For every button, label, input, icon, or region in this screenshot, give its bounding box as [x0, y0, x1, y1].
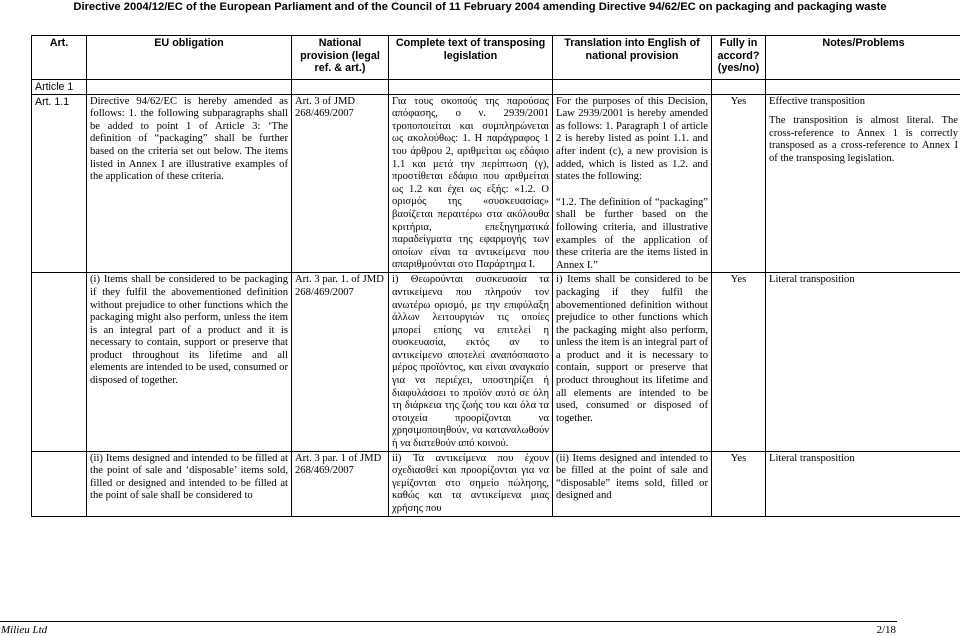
national-provision-cell: Art. 3 par. 1. of JMD 268/469/2007 [292, 273, 389, 451]
footer-divider [0, 621, 897, 622]
greek-text-cell: Για τους σκοπούς της παρούσας απόφασης, ο ν. 2939/2001 τροποποιείται και συμπληρώνεται ως ακολούθως: 1. Η παράγραφος 1 του άρθρου 2, αριθμείται ως εδάφιο 1.1 και μετά την περίπτωση (γ), προστίθεται εδάφιο που αριθμείται ως 1.2 και έχει ως εξής: «1.2. Ο ορισμός της «συσκευασίας» βασίζεται περαιτέρω στα ακόλουθα κριτήρια, επεξηγηματικά παραδείγματα της εφαρμογής των οποίων είναι τα αντικείμενα που απαριθμούνται στο Παράρτημα Ι. [389, 94, 553, 273]
accord-cell: Yes [712, 94, 766, 273]
notes-part-b: The transposition is almost literal. The cross-reference to Annex 1 is correctly transposed as a cross-reference to Annex I of the transposing legislation. [769, 115, 958, 164]
header-eu-obligation: EU obligation [87, 36, 292, 80]
table-row [32, 94, 960, 273]
eu-obligation-cell: Directive 94/62/EC is hereby amended as follows: 1. the following subparagraphs shall be added to point 1 of Article 3: ‘The definition of “packaging” shall be further based on the criteria set out below. The items listed in Annex I are illustrative examples of the application of these criteria. [87, 94, 292, 273]
eu-obligation-cell: (i) Items shall be considered to be packaging if they fulfil the abovementioned definition without prejudice to other functions which the packaging might also perform, unless the item is an integral part of a product and it is necessary to contain, support or preserve that product throughout its lifetime and all elements are intended to be used, consumed or disposed of together. [87, 273, 292, 451]
table-row [32, 451, 960, 516]
article-label: Article 1 [32, 80, 87, 95]
transposition-table [31, 35, 960, 517]
accord-cell: Yes [712, 273, 766, 451]
translation-cell [553, 94, 712, 273]
greek-text-cell: i) Θεωρούνται συσκευασία τα αντικείμενα που πληρούν τον ανωτέρω ορισμό, με την επιφύλαξη άλλων λειτουργιών τις οποίες μπορεί επίσης να επιτελεί η συσκευασία, εκτός αν το αντικείμενο αποτελεί αναπόσπαστο μέρος προϊόντος, και είναι αναγκαίο για να περιέχει, υποστηρίζει ή διαφυλάσσει το προϊόν αυτό σε όλη τη διάρκεια της ζωής του και όλα τα στοιχεία προορίζονται να χρησιμοποιηθούν, να καταναλωθούν ή να διατεθούν από κοινού. [389, 273, 553, 451]
footer-company: Milieu Ltd [1, 624, 48, 636]
national-provision-cell: Art. 3 par. 1 of JMD 268/469/2007 [292, 451, 389, 516]
header-national-provision: National provision (legal ref. & art.) [292, 36, 389, 80]
translation-cell: (ii) Items designed and intended to be filled at the point of sale and “disposable” items sold, filled or designed and [553, 451, 712, 516]
header-translation: Translation into English of national provision [553, 36, 712, 80]
notes-cell [766, 94, 960, 273]
article-row [32, 80, 960, 95]
header-complete-text: Complete text of transposing legislation [389, 36, 553, 80]
header-row [32, 36, 960, 80]
notes-cell: Literal transposition [766, 451, 960, 516]
header-art: Art. [32, 36, 87, 80]
table-row [32, 273, 960, 451]
row-art: Art. 1.1 [32, 94, 87, 273]
header-fully-in-accord: Fully in accord? (yes/no) [712, 36, 766, 80]
notes-part-a: Effective transposition [769, 95, 866, 107]
translation-cell: i) Items shall be considered to be packaging if they fulfil the abovementioned definition without prejudice to other functions which the packaging might also perform, unless the item is an integral part of a product and it is necessary to contain, support or preserve that product throughout its lifetime and all elements are intended to be used, consumed or disposed of together. [553, 273, 712, 451]
page-number: 2/18 [876, 624, 896, 636]
document-title: Directive 2004/12/EC of the European Parliament and of the Council of 11 February 2004 amending Directive 94/62/EC on packaging and packaging waste [73, 1, 887, 13]
header-notes: Notes/Problems [766, 36, 960, 80]
translation-part-a: For the purposes of this Decision, Law 2939/2001 is hereby amended as follows: 1. Paragraph 1 of article 2 is hereby listed as point 1.1. and after indent (c), a new provision is added, which is listed as 1.2. and states the following: [556, 95, 708, 183]
notes-cell: Literal transposition [766, 273, 960, 451]
eu-obligation-cell: (ii) Items designed and intended to be filled at the point of sale and ‘disposable’ items sold, filled or designed and intended to be filled at the point of sale shall be considered to [87, 451, 292, 516]
national-provision-cell: Art. 3 of JMD 268/469/2007 [292, 94, 389, 273]
accord-cell: Yes [712, 451, 766, 516]
translation-part-b: “1.2. The definition of “packaging” shall be further based on the following criteria, and illustrative examples of the application of these criteria are the items listed in Annex I.” [556, 196, 708, 271]
greek-text-cell: ii) Τα αντικείμενα που έχουν σχεδιασθεί και προορίζονται για να γεμίζονται στο σημείο πώλησης, καθώς και τα αντικείμενα μιας χρήσης που [389, 451, 553, 516]
